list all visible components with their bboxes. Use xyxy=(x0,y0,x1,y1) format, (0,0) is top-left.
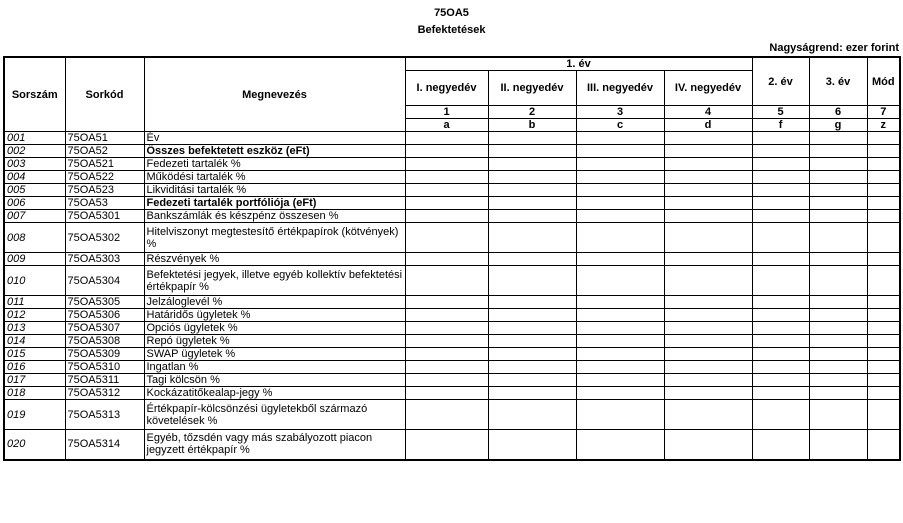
value-cell-d[interactable] xyxy=(664,223,752,253)
value-cell-d[interactable] xyxy=(664,253,752,266)
row-number: 008 xyxy=(4,223,65,253)
row-code: 75OA5312 xyxy=(65,387,144,400)
value-cell-d[interactable] xyxy=(664,132,752,145)
value-cell-d[interactable] xyxy=(664,374,752,387)
value-cell-c[interactable] xyxy=(576,361,664,374)
table-row xyxy=(4,309,900,322)
col-header-q3: III. negyedév xyxy=(576,71,664,106)
row-name: Kockázatitőkealap-jegy % xyxy=(144,387,405,400)
row-code: 75OA5301 xyxy=(65,210,144,223)
value-cell-c[interactable] xyxy=(576,197,664,210)
col-header-year2: 2. év xyxy=(752,57,809,106)
value-cell-b[interactable] xyxy=(488,210,576,223)
col-number: 4 xyxy=(664,106,752,119)
value-cell-z[interactable] xyxy=(867,309,900,322)
value-cell-c[interactable] xyxy=(576,348,664,361)
col-letter: a xyxy=(405,119,488,132)
value-cell-f[interactable] xyxy=(752,387,809,400)
row-name: Jelzáloglevél % xyxy=(144,296,405,309)
row-code: 75OA523 xyxy=(65,184,144,197)
row-name: Tagi kölcsön % xyxy=(144,374,405,387)
row-number: 017 xyxy=(4,374,65,387)
row-name: Összes befektetett eszköz (eFt) xyxy=(144,145,405,158)
value-cell-z[interactable] xyxy=(867,132,900,145)
row-code: 75OA52 xyxy=(65,145,144,158)
value-cell-f[interactable] xyxy=(752,348,809,361)
value-cell-a[interactable] xyxy=(405,335,488,348)
value-cell-a[interactable] xyxy=(405,400,488,430)
form-code: 75OA5 xyxy=(434,7,469,19)
col-letter: z xyxy=(867,119,900,132)
value-cell-z[interactable] xyxy=(867,145,900,158)
value-cell-g[interactable] xyxy=(809,184,867,197)
value-cell-z[interactable] xyxy=(867,184,900,197)
value-cell-g[interactable] xyxy=(809,374,867,387)
value-cell-a[interactable] xyxy=(405,296,488,309)
table-row xyxy=(4,223,900,253)
value-cell-d[interactable] xyxy=(664,266,752,296)
col-number: 1 xyxy=(405,106,488,119)
form-title: Befektetések xyxy=(417,24,486,36)
col-header-q4: IV. negyedév xyxy=(664,71,752,106)
value-cell-f[interactable] xyxy=(752,132,809,145)
value-cell-f[interactable] xyxy=(752,266,809,296)
row-number: 005 xyxy=(4,184,65,197)
value-cell-g[interactable] xyxy=(809,158,867,171)
row-name: Fedezeti tartalék portfóliója (eFt) xyxy=(144,197,405,210)
value-cell-g[interactable] xyxy=(809,361,867,374)
value-cell-c[interactable] xyxy=(576,184,664,197)
value-cell-z[interactable] xyxy=(867,400,900,430)
value-cell-z[interactable] xyxy=(867,266,900,296)
table-row xyxy=(4,184,900,197)
value-cell-b[interactable] xyxy=(488,266,576,296)
col-header-q1: I. negyedév xyxy=(405,71,488,106)
value-cell-a[interactable] xyxy=(405,322,488,335)
value-cell-d[interactable] xyxy=(664,309,752,322)
col-header-sorkod: Sorkód xyxy=(65,57,144,132)
row-number: 011 xyxy=(4,296,65,309)
value-cell-g[interactable] xyxy=(809,335,867,348)
col-header-megnevezes: Megnevezés xyxy=(144,57,405,132)
col-letter: g xyxy=(809,119,867,132)
value-cell-d[interactable] xyxy=(664,171,752,184)
value-cell-g[interactable] xyxy=(809,348,867,361)
value-cell-f[interactable] xyxy=(752,296,809,309)
value-cell-f[interactable] xyxy=(752,374,809,387)
table-row xyxy=(4,132,900,145)
value-cell-d[interactable] xyxy=(664,210,752,223)
value-cell-f[interactable] xyxy=(752,145,809,158)
value-cell-b[interactable] xyxy=(488,145,576,158)
value-cell-c[interactable] xyxy=(576,145,664,158)
value-cell-a[interactable] xyxy=(405,374,488,387)
col-number: 2 xyxy=(488,106,576,119)
col-header-sorszam: Sorszám xyxy=(4,57,65,132)
table-row xyxy=(4,171,900,184)
value-cell-z[interactable] xyxy=(867,361,900,374)
value-cell-b[interactable] xyxy=(488,335,576,348)
value-cell-f[interactable] xyxy=(752,430,809,460)
table-row xyxy=(4,387,900,400)
row-code: 75OA5307 xyxy=(65,322,144,335)
value-cell-g[interactable] xyxy=(809,145,867,158)
row-code: 75OA5309 xyxy=(65,348,144,361)
value-cell-z[interactable] xyxy=(867,223,900,253)
row-code: 75OA53 xyxy=(65,197,144,210)
value-cell-g[interactable] xyxy=(809,400,867,430)
row-number: 003 xyxy=(4,158,65,171)
row-code: 75OA5310 xyxy=(65,361,144,374)
row-name: Év xyxy=(144,132,405,145)
value-cell-z[interactable] xyxy=(867,387,900,400)
col-letter: b xyxy=(488,119,576,132)
col-letter: c xyxy=(576,119,664,132)
row-name: Bankszámlák és készpénz összesen % xyxy=(144,210,405,223)
value-cell-c[interactable] xyxy=(576,210,664,223)
table-row xyxy=(4,266,900,296)
value-cell-g[interactable] xyxy=(809,197,867,210)
row-name: Opciós ügyletek % xyxy=(144,322,405,335)
value-cell-b[interactable] xyxy=(488,322,576,335)
value-cell-d[interactable] xyxy=(664,335,752,348)
value-cell-c[interactable] xyxy=(576,223,664,253)
col-number: 5 xyxy=(752,106,809,119)
table-row xyxy=(4,348,900,361)
value-cell-z[interactable] xyxy=(867,322,900,335)
value-cell-g[interactable] xyxy=(809,132,867,145)
value-cell-d[interactable] xyxy=(664,400,752,430)
row-number: 004 xyxy=(4,171,65,184)
value-cell-a[interactable] xyxy=(405,387,488,400)
value-cell-d[interactable] xyxy=(664,361,752,374)
value-cell-f[interactable] xyxy=(752,158,809,171)
value-cell-a[interactable] xyxy=(405,253,488,266)
value-cell-g[interactable] xyxy=(809,322,867,335)
value-cell-b[interactable] xyxy=(488,430,576,460)
value-cell-f[interactable] xyxy=(752,361,809,374)
value-cell-c[interactable] xyxy=(576,266,664,296)
value-cell-c[interactable] xyxy=(576,400,664,430)
value-cell-c[interactable] xyxy=(576,132,664,145)
value-cell-c[interactable] xyxy=(576,296,664,309)
value-cell-g[interactable] xyxy=(809,387,867,400)
value-cell-a[interactable] xyxy=(405,145,488,158)
row-name: Repó ügyletek % xyxy=(144,335,405,348)
col-letter: d xyxy=(664,119,752,132)
row-number: 002 xyxy=(4,145,65,158)
col-number: 7 xyxy=(867,106,900,119)
value-cell-c[interactable] xyxy=(576,171,664,184)
value-cell-g[interactable] xyxy=(809,171,867,184)
row-name: Részvények % xyxy=(144,253,405,266)
value-cell-b[interactable] xyxy=(488,361,576,374)
value-cell-d[interactable] xyxy=(664,430,752,460)
col-number: 3 xyxy=(576,106,664,119)
row-code: 75OA5305 xyxy=(65,296,144,309)
value-cell-a[interactable] xyxy=(405,309,488,322)
value-cell-b[interactable] xyxy=(488,171,576,184)
value-cell-a[interactable] xyxy=(405,197,488,210)
row-name: SWAP ügyletek % xyxy=(144,348,405,361)
table-row xyxy=(4,322,900,335)
value-cell-d[interactable] xyxy=(664,197,752,210)
row-number: 020 xyxy=(4,430,65,460)
value-cell-c[interactable] xyxy=(576,309,664,322)
row-code: 75OA5313 xyxy=(65,400,144,430)
value-cell-z[interactable] xyxy=(867,253,900,266)
value-cell-a[interactable] xyxy=(405,430,488,460)
value-cell-g[interactable] xyxy=(809,296,867,309)
value-cell-z[interactable] xyxy=(867,210,900,223)
row-number: 016 xyxy=(4,361,65,374)
value-cell-g[interactable] xyxy=(809,266,867,296)
row-number: 001 xyxy=(4,132,65,145)
value-cell-f[interactable] xyxy=(752,322,809,335)
value-cell-c[interactable] xyxy=(576,158,664,171)
value-cell-g[interactable] xyxy=(809,309,867,322)
value-cell-c[interactable] xyxy=(576,253,664,266)
row-name: Befektetési jegyek, illetve egyéb kollektív befektetési értékpapír % xyxy=(144,266,405,296)
col-letter: f xyxy=(752,119,809,132)
col-header-q2: II. negyedév xyxy=(488,71,576,106)
value-cell-z[interactable] xyxy=(867,296,900,309)
table-row xyxy=(4,296,900,309)
value-cell-f[interactable] xyxy=(752,210,809,223)
row-number: 010 xyxy=(4,266,65,296)
row-code: 75OA5303 xyxy=(65,253,144,266)
value-cell-f[interactable] xyxy=(752,253,809,266)
table-row xyxy=(4,361,900,374)
row-name: Fedezeti tartalék % xyxy=(144,158,405,171)
value-cell-b[interactable] xyxy=(488,132,576,145)
value-cell-d[interactable] xyxy=(664,184,752,197)
value-cell-d[interactable] xyxy=(664,322,752,335)
row-code: 75OA5306 xyxy=(65,309,144,322)
row-code: 75OA5302 xyxy=(65,223,144,253)
value-cell-c[interactable] xyxy=(576,322,664,335)
table-row xyxy=(4,430,900,460)
value-cell-a[interactable] xyxy=(405,348,488,361)
col-header-year1: 1. év xyxy=(405,57,752,71)
row-number: 012 xyxy=(4,309,65,322)
value-cell-b[interactable] xyxy=(488,309,576,322)
row-number: 019 xyxy=(4,400,65,430)
row-number: 013 xyxy=(4,322,65,335)
value-cell-d[interactable] xyxy=(664,158,752,171)
value-cell-f[interactable] xyxy=(752,197,809,210)
row-number: 014 xyxy=(4,335,65,348)
value-cell-z[interactable] xyxy=(867,430,900,460)
row-number: 018 xyxy=(4,387,65,400)
row-code: 75OA51 xyxy=(65,132,144,145)
value-cell-g[interactable] xyxy=(809,430,867,460)
value-cell-b[interactable] xyxy=(488,184,576,197)
unit-label: Nagyságrend: ezer forint xyxy=(769,42,899,54)
row-name: Határidős ügyletek % xyxy=(144,309,405,322)
row-code: 75OA5304 xyxy=(65,266,144,296)
table-row xyxy=(4,253,900,266)
col-header-mod: Mód xyxy=(867,57,900,106)
value-cell-c[interactable] xyxy=(576,335,664,348)
value-cell-d[interactable] xyxy=(664,145,752,158)
value-cell-z[interactable] xyxy=(867,197,900,210)
value-cell-z[interactable] xyxy=(867,171,900,184)
value-cell-g[interactable] xyxy=(809,223,867,253)
row-number: 009 xyxy=(4,253,65,266)
value-cell-b[interactable] xyxy=(488,374,576,387)
value-cell-b[interactable] xyxy=(488,197,576,210)
value-cell-a[interactable] xyxy=(405,132,488,145)
col-header-year3: 3. év xyxy=(809,57,867,106)
value-cell-a[interactable] xyxy=(405,266,488,296)
value-cell-a[interactable] xyxy=(405,223,488,253)
value-cell-b[interactable] xyxy=(488,348,576,361)
value-cell-b[interactable] xyxy=(488,158,576,171)
table-row xyxy=(4,197,900,210)
value-cell-d[interactable] xyxy=(664,348,752,361)
row-code: 75OA5311 xyxy=(65,374,144,387)
value-cell-f[interactable] xyxy=(752,223,809,253)
value-cell-b[interactable] xyxy=(488,400,576,430)
value-cell-a[interactable] xyxy=(405,361,488,374)
value-cell-a[interactable] xyxy=(405,171,488,184)
value-cell-f[interactable] xyxy=(752,309,809,322)
row-name: Működési tartalék % xyxy=(144,171,405,184)
value-cell-c[interactable] xyxy=(576,387,664,400)
value-cell-g[interactable] xyxy=(809,253,867,266)
table-row xyxy=(4,374,900,387)
value-cell-z[interactable] xyxy=(867,348,900,361)
row-number: 015 xyxy=(4,348,65,361)
value-cell-c[interactable] xyxy=(576,374,664,387)
table-row xyxy=(4,145,900,158)
row-name: Értékpapír-kölcsönzési ügyletekből származó követelések % xyxy=(144,400,405,430)
row-code: 75OA522 xyxy=(65,171,144,184)
value-cell-f[interactable] xyxy=(752,184,809,197)
value-cell-b[interactable] xyxy=(488,296,576,309)
row-code: 75OA521 xyxy=(65,158,144,171)
table-row xyxy=(4,400,900,430)
col-number: 6 xyxy=(809,106,867,119)
value-cell-d[interactable] xyxy=(664,387,752,400)
value-cell-z[interactable] xyxy=(867,335,900,348)
row-name: Ingatlan % xyxy=(144,361,405,374)
table-row xyxy=(4,210,900,223)
value-cell-b[interactable] xyxy=(488,223,576,253)
row-name: Egyéb, tőzsdén vagy más szabályozott piacon jegyzett értékpapír % xyxy=(144,430,405,460)
value-cell-c[interactable] xyxy=(576,430,664,460)
value-cell-f[interactable] xyxy=(752,400,809,430)
table-row xyxy=(4,335,900,348)
value-cell-a[interactable] xyxy=(405,184,488,197)
row-name: Hitelviszonyt megtestesítő értékpapírok (kötvények) % xyxy=(144,223,405,253)
value-cell-a[interactable] xyxy=(405,158,488,171)
row-code: 75OA5308 xyxy=(65,335,144,348)
row-number: 006 xyxy=(4,197,65,210)
value-cell-a[interactable] xyxy=(405,210,488,223)
table-row xyxy=(4,158,900,171)
value-cell-z[interactable] xyxy=(867,374,900,387)
value-cell-b[interactable] xyxy=(488,253,576,266)
value-cell-z[interactable] xyxy=(867,158,900,171)
investments-table xyxy=(3,56,901,461)
value-cell-f[interactable] xyxy=(752,335,809,348)
row-code: 75OA5314 xyxy=(65,430,144,460)
value-cell-b[interactable] xyxy=(488,387,576,400)
value-cell-f[interactable] xyxy=(752,171,809,184)
row-number: 007 xyxy=(4,210,65,223)
value-cell-g[interactable] xyxy=(809,210,867,223)
value-cell-d[interactable] xyxy=(664,296,752,309)
row-name: Likviditási tartalék % xyxy=(144,184,405,197)
